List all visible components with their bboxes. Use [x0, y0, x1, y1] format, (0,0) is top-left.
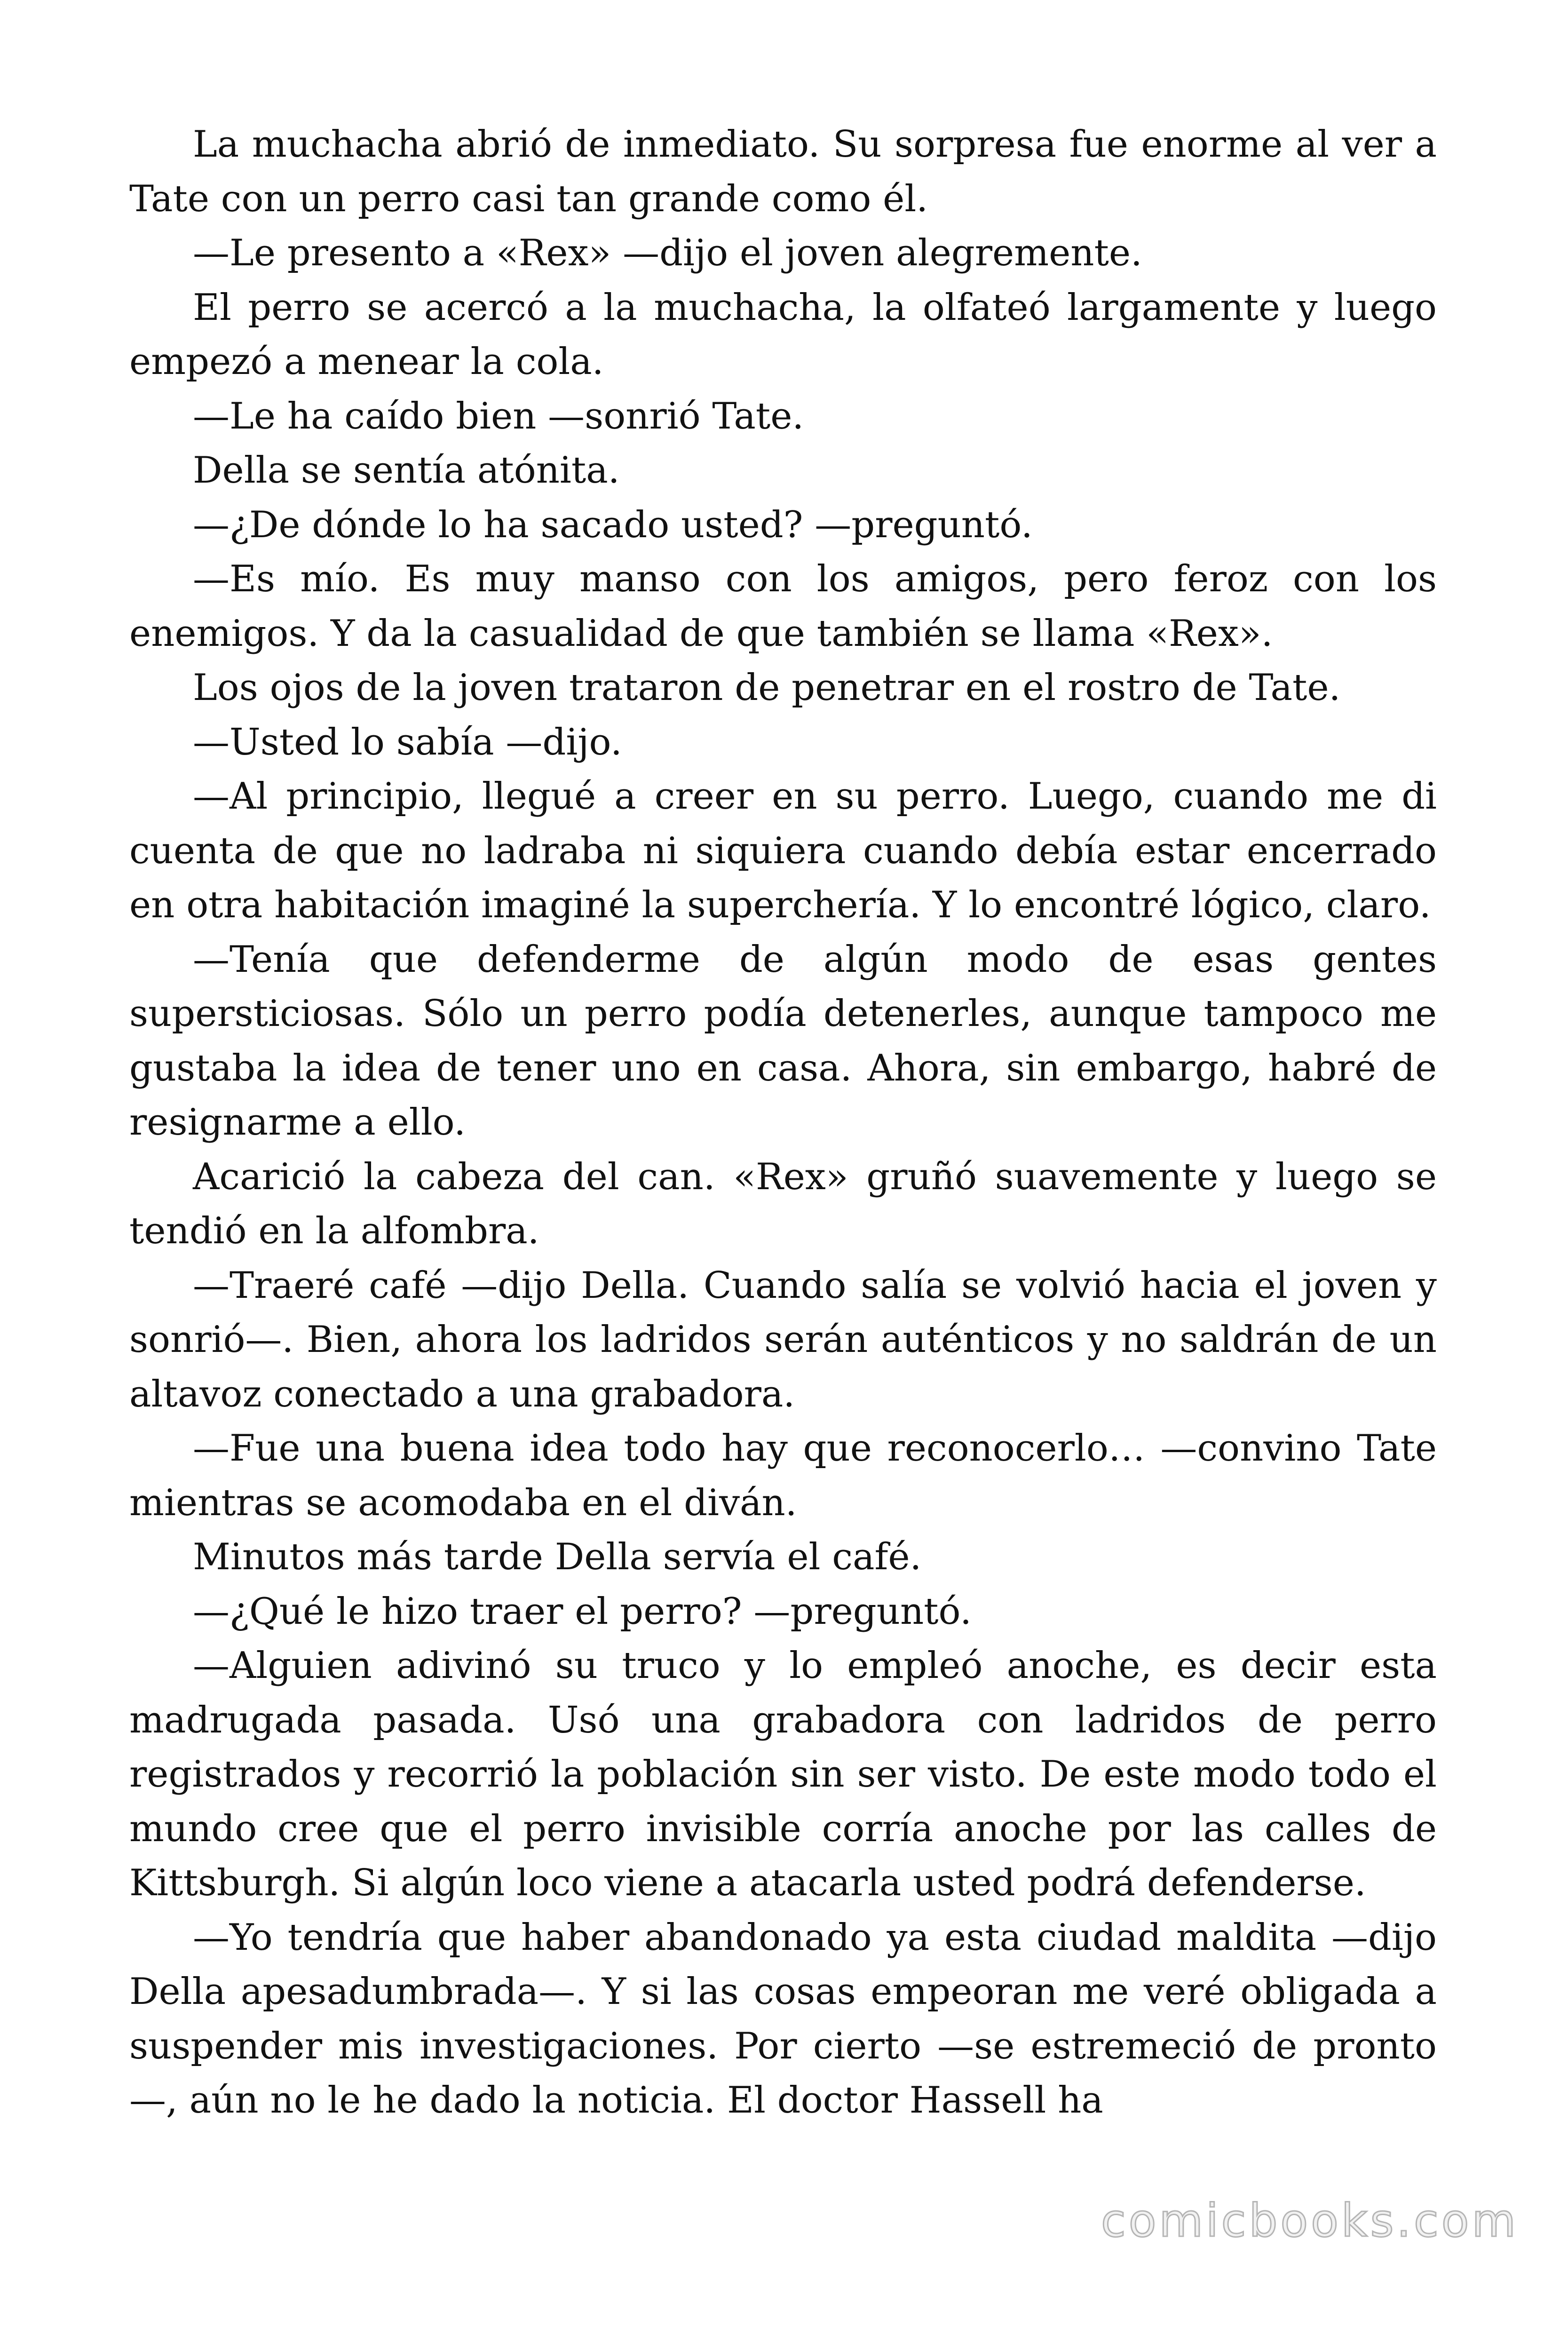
- paragraph: —Le ha caído bien —sonrió Tate.: [193, 395, 804, 437]
- paragraph: El perro se acercó a la muchacha, la olfateó largamente y luego empezó a menear la cola.: [129, 286, 1437, 383]
- paragraph: —¿Qué le hizo traer el perro? —preguntó.: [193, 1590, 972, 1633]
- site-watermark: comicbooks.com: [1101, 2194, 1519, 2247]
- paragraph: —Traeré café —dijo Della. Cuando salía se volvió hacia el joven y sonrió—. Bien, ahora los ladridos serán auténticos y no saldrán de un altavoz conectado a una grabadora.: [129, 1264, 1437, 1415]
- paragraph: —Es mío. Es muy manso con los amigos, pero feroz con los enemigos. Y da la casualidad de que también se llama «Rex».: [129, 558, 1437, 655]
- paragraph: —¿De dónde lo ha sacado usted? —preguntó.: [193, 503, 1033, 546]
- paragraph: La muchacha abrió de inmediato. Su sorpresa fue enorme al ver a Tate con un perro casi tan grande como él.: [129, 123, 1437, 220]
- paragraph: Acarició la cabeza del can. «Rex» gruñó suavemente y luego se tendió en la alfombra.: [129, 1155, 1437, 1252]
- paragraph: —Alguien adivinó su truco y lo empleó anoche, es decir esta madrugada pasada. Usó una grabadora con ladridos de perro registrados y recorrió la población sin ser visto. De este modo todo el mundo cree que el perro invisible corría anoche por las calles de Kittsburgh. Si algún loco viene a atacarla usted podrá defenderse.: [129, 1645, 1437, 1904]
- paragraph: —Le presento a «Rex» —dijo el joven alegremente.: [193, 232, 1142, 274]
- paragraph: Los ojos de la joven trataron de penetrar en el rostro de Tate.: [193, 667, 1341, 709]
- paragraph: —Usted lo sabía —dijo.: [193, 721, 622, 763]
- paragraph: —Tenía que defenderme de algún modo de esas gentes supersticiosas. Sólo un perro podía detenerles, aunque tampoco me gustaba la idea de tener uno en casa. Ahora, sin embargo, habré de resignarme a ello.: [129, 938, 1437, 1144]
- paragraph: —Al principio, llegué a creer en su perro. Luego, cuando me di cuenta de que no ladraba ni siquiera cuando debía estar encerrado en otra habitación imaginé la superchería. Y lo encontré lógico, claro.: [129, 775, 1437, 926]
- book-page-text: [129, 118, 1437, 2128]
- paragraph: Della se sentía atónita.: [193, 449, 620, 492]
- paragraph: —Yo tendría que haber abandonado ya esta ciudad maldita —dijo Della apesadumbrada—. Y si las cosas empeoran me veré obligada a suspender mis investigaciones. Por cierto —se estremeció de pronto—, aún no le he dado la noticia. El doctor Hassell ha: [129, 1916, 1437, 2122]
- paragraph: —Fue una buena idea todo hay que reconocerlo… —convino Tate mientras se acomodaba en el diván.: [129, 1427, 1437, 1524]
- paragraph: Minutos más tarde Della servía el café.: [193, 1536, 922, 1578]
